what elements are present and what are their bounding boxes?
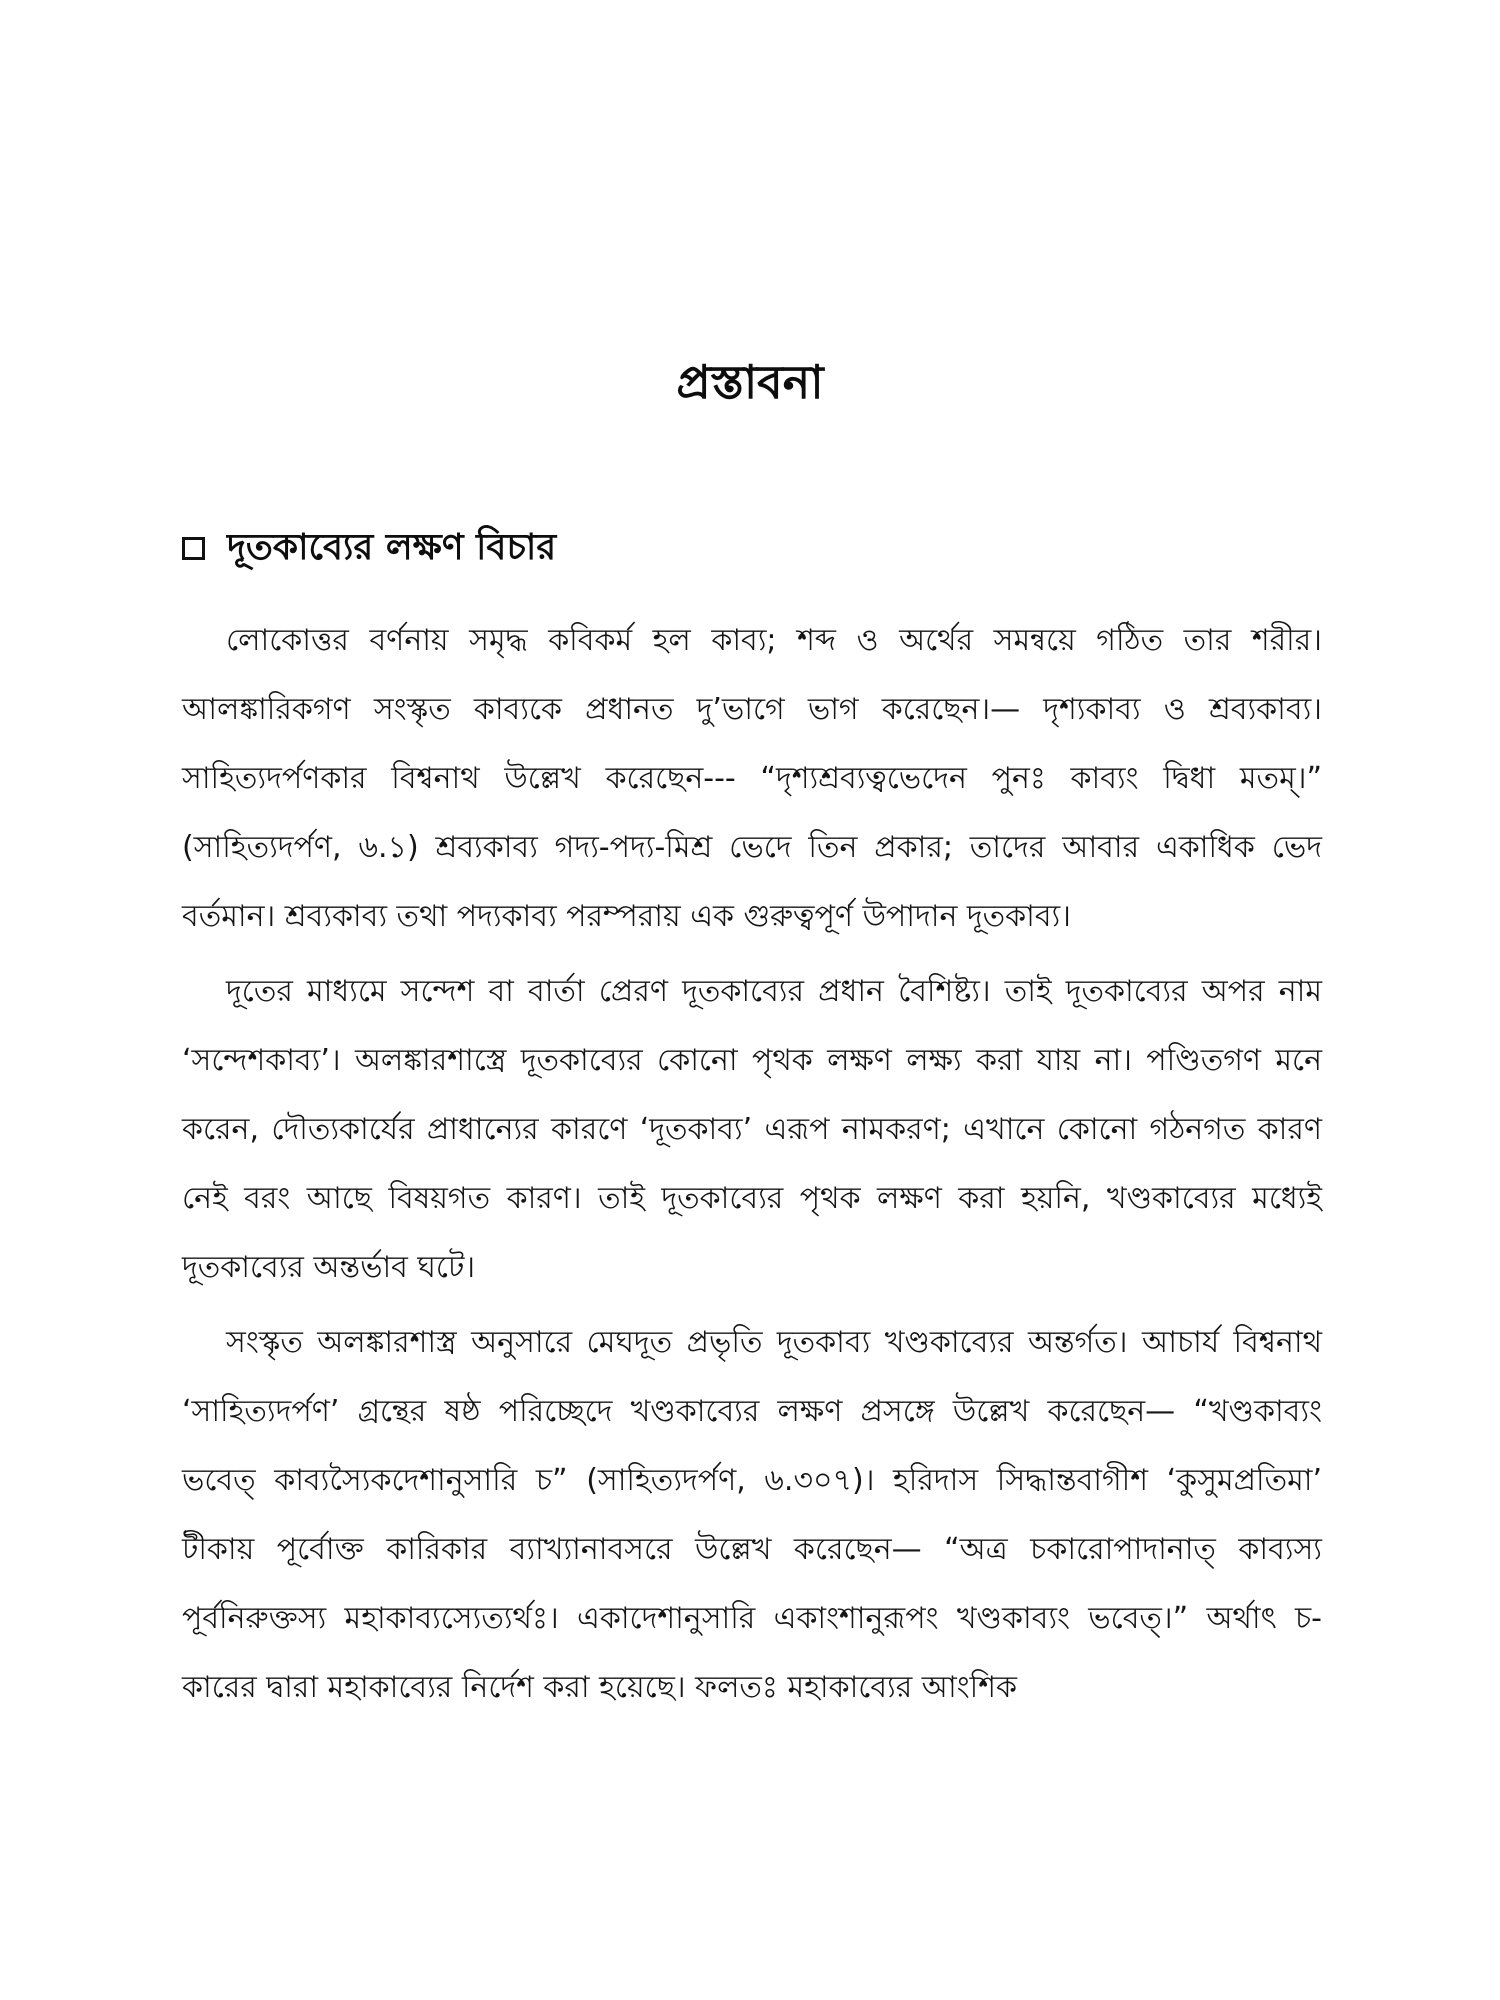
section-heading-text: দূতকাব্যের লক্ষণ বিচার <box>227 527 557 568</box>
paragraph-3: সংস্কৃত অলঙ্কারশাস্ত্র অনুসারে মেঘদূত প্রভৃতি দূতকাব্য খণ্ডকাব্যের অন্তর্গত। আচার্য বিশ্বনাথ ‘সাহিত্যদর্পণ’ গ্রন্থের ষষ্ঠ পরিচ্ছেদে খণ্ডকাব্যের লক্ষণ প্রসঙ্গে উল্লেখ করেছেন— “খণ্ডকাব্যং ভবেত্ কাব্যস্যৈকদেশানুসারি চ” (সাহিত্যদর্পণ, ৬.৩০৭)। হরিদাস সিদ্ধান্তবাগীশ ‘কুসুমপ্রতিমা’ টীকায় পূর্বোক্ত কারিকার ব্যাখ্যানাবসরে উল্লেখ করেছেন— “অত্র চকারোপাদানাত্ কাব্যস্য পূর্বনিরুক্তস্য মহাকাব্যস্যেত্যর্থঃ। একাদেশানুসারি একাংশানুরূপং খণ্ডকাব্যং ভবেত্।” অর্থাৎ চ-কারের দ্বারা মহাকাব্যের নির্দেশ করা হয়েছে। ফলতঃ মহাকাব্যের আংশিক <box>182 1325 1322 1705</box>
section-heading <box>182 520 556 576</box>
page-title: প্রস্তাবনা <box>676 355 824 409</box>
checkbox-icon <box>182 537 205 560</box>
paragraph-2: দূতের মাধ্যমে সন্দেশ বা বার্তা প্রেরণ দূতকাব্যের প্রধান বৈশিষ্ট্য। তাই দূতকাব্যের অপর নাম ‘সন্দেশকাব্য’। অলঙ্কারশাস্ত্রে দূতকাব্যের কোনো পৃথক লক্ষণ লক্ষ্য করা যায় না। পণ্ডিতগণ মনে করেন, দৌত্যকার্যের প্রাধান্যের কারণে ‘দূতকাব্য’ এরূপ নামকরণ; এখানে কোনো গঠনগত কারণ নেই বরং আছে বিষয়গত কারণ। তাই দূতকাব্যের পৃথক লক্ষণ করা হয়নি, খণ্ডকাব্যের মধ্যেই দূতকাব্যের অন্তর্ভাব ঘটে। <box>182 974 1322 1285</box>
body-text <box>182 606 1322 1728</box>
paragraph-1: লোকোত্তর বর্ণনায় সমৃদ্ধ কবিকর্ম হল কাব্য; শব্দ ও অর্থের সমন্বয়ে গঠিত তার শরীর। আলঙ্কারিকগণ সংস্কৃত কাব্যকে প্রধানত দু’ভাগে ভাগ করেছেন।— দৃশ্যকাব্য ও শ্রব্যকাব্য। সাহিত্যদর্পণকার বিশ্বনাথ উল্লেখ করেছেন--- “দৃশ্যশ্রব্যত্বভেদেন পুনঃ কাব্যং দ্বিধা মতম্।” (সাহিত্যদর্পণ, ৬.১) শ্রব্যকাব্য গদ্য-পদ্য-মিশ্র ভেদে তিন প্রকার; তাদের আবার একাধিক ভেদ বর্তমান। শ্রব্যকাব্য তথা পদ্যকাব্য পরম্পরায় এক গুরুত্বপূর্ণ উপাদান দূতকাব্য। <box>182 623 1322 934</box>
